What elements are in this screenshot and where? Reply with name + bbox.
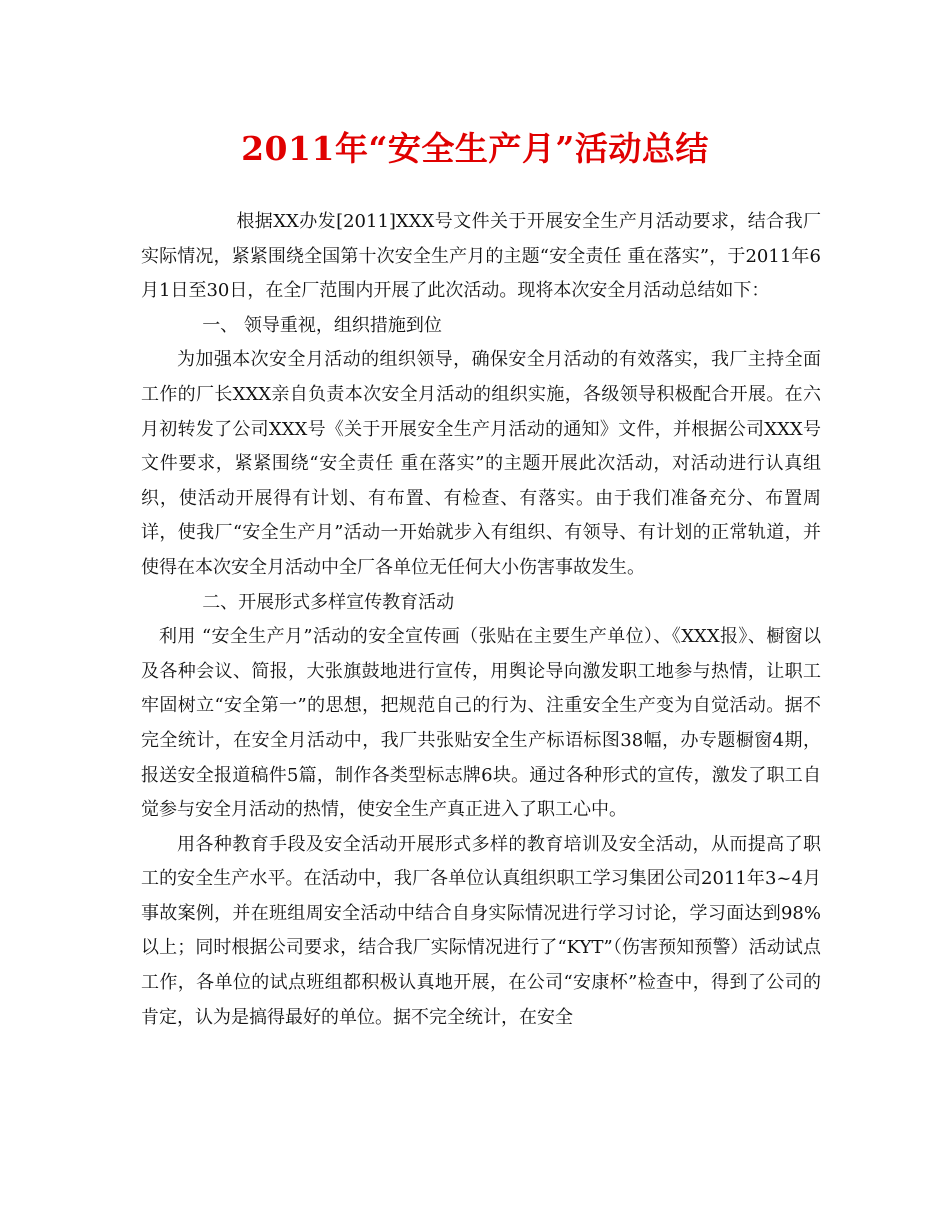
section-heading-2: 二、开展形式多样宣传教育活动: [202, 591, 455, 613]
section-2-paragraph-1: 利用 “安全生产月”活动的安全宣传画（张贴在主要生产单位）、《XXX报》、橱窗以及各种会议、简报，大张旗鼓地进行宣传，用舆论导向激发职工地参与热情，让职工牢固树立“安全第一”的思想，把规范自己的行为、注重安全生产变为自觉活动。据不完全统计，在安全月活动中，我厂共张贴安全生产标语标图38幅，办专题橱窗4期，报送安全报道稿件5篇，制作各类型标志牌6块。通过各种形式的宣传，激发了职工自觉参与安全月活动的热情，使安全生产真正进入了职工心中。: [141, 626, 821, 821]
document-body: [141, 205, 821, 1035]
section-heading-1: 一、 领导重视，组织措施到位: [202, 314, 442, 336]
intro-paragraph: 根据XX办发[2011]XXX号文件关于开展安全生产月活动要求，结合我厂实际情况，紧紧围绕全国第十次安全生产月的主题“安全责任 重在落实”，于2011年6月1日至30日，在全厂范围内开展了此次活动。现将本次安全月活动总结如下：: [141, 211, 821, 302]
document-title: 2011年“安全生产月”活动总结: [241, 129, 709, 168]
section-2-paragraph-2: 用各种教育手段及安全活动开展形式多样的教育培训及安全活动，从而提高了职工的安全生产水平。在活动中，我厂各单位认真组织职工学习集团公司2011年3~4月事故案例，并在班组周安全活动中结合自身实际情况进行学习讨论，学习面达到98%以上；同时根据公司要求，结合我厂实际情况进行了“KYT”（伤害预知预警）活动试点工作，各单位的试点班组都积极认真地开展，在公司“安康杯”检查中，得到了公司的肯定，认为是搞得最好的单位。据不完全统计，在安全: [141, 833, 821, 1028]
section-1-paragraph: 为加强本次安全月活动的组织领导，确保安全月活动的有效落实，我厂主持全面工作的厂长XXX亲自负责本次安全月活动的组织实施，各级领导积极配合开展。在六月初转发了公司XXX号《关于开展安全生产月活动的通知》文件，并根据公司XXX号文件要求，紧紧围绕“安全责任 重在落实”的主题开展此次活动，对活动进行认真组织，使活动开展得有计划、有布置、有检查、有落实。由于我们准备充分、布置周详，使我厂“安全生产月”活动一开始就步入有组织、有领导、有计划的正常轨道，并使得在本次安全月活动中全厂各单位无任何大小伤害事故发生。: [141, 349, 821, 578]
